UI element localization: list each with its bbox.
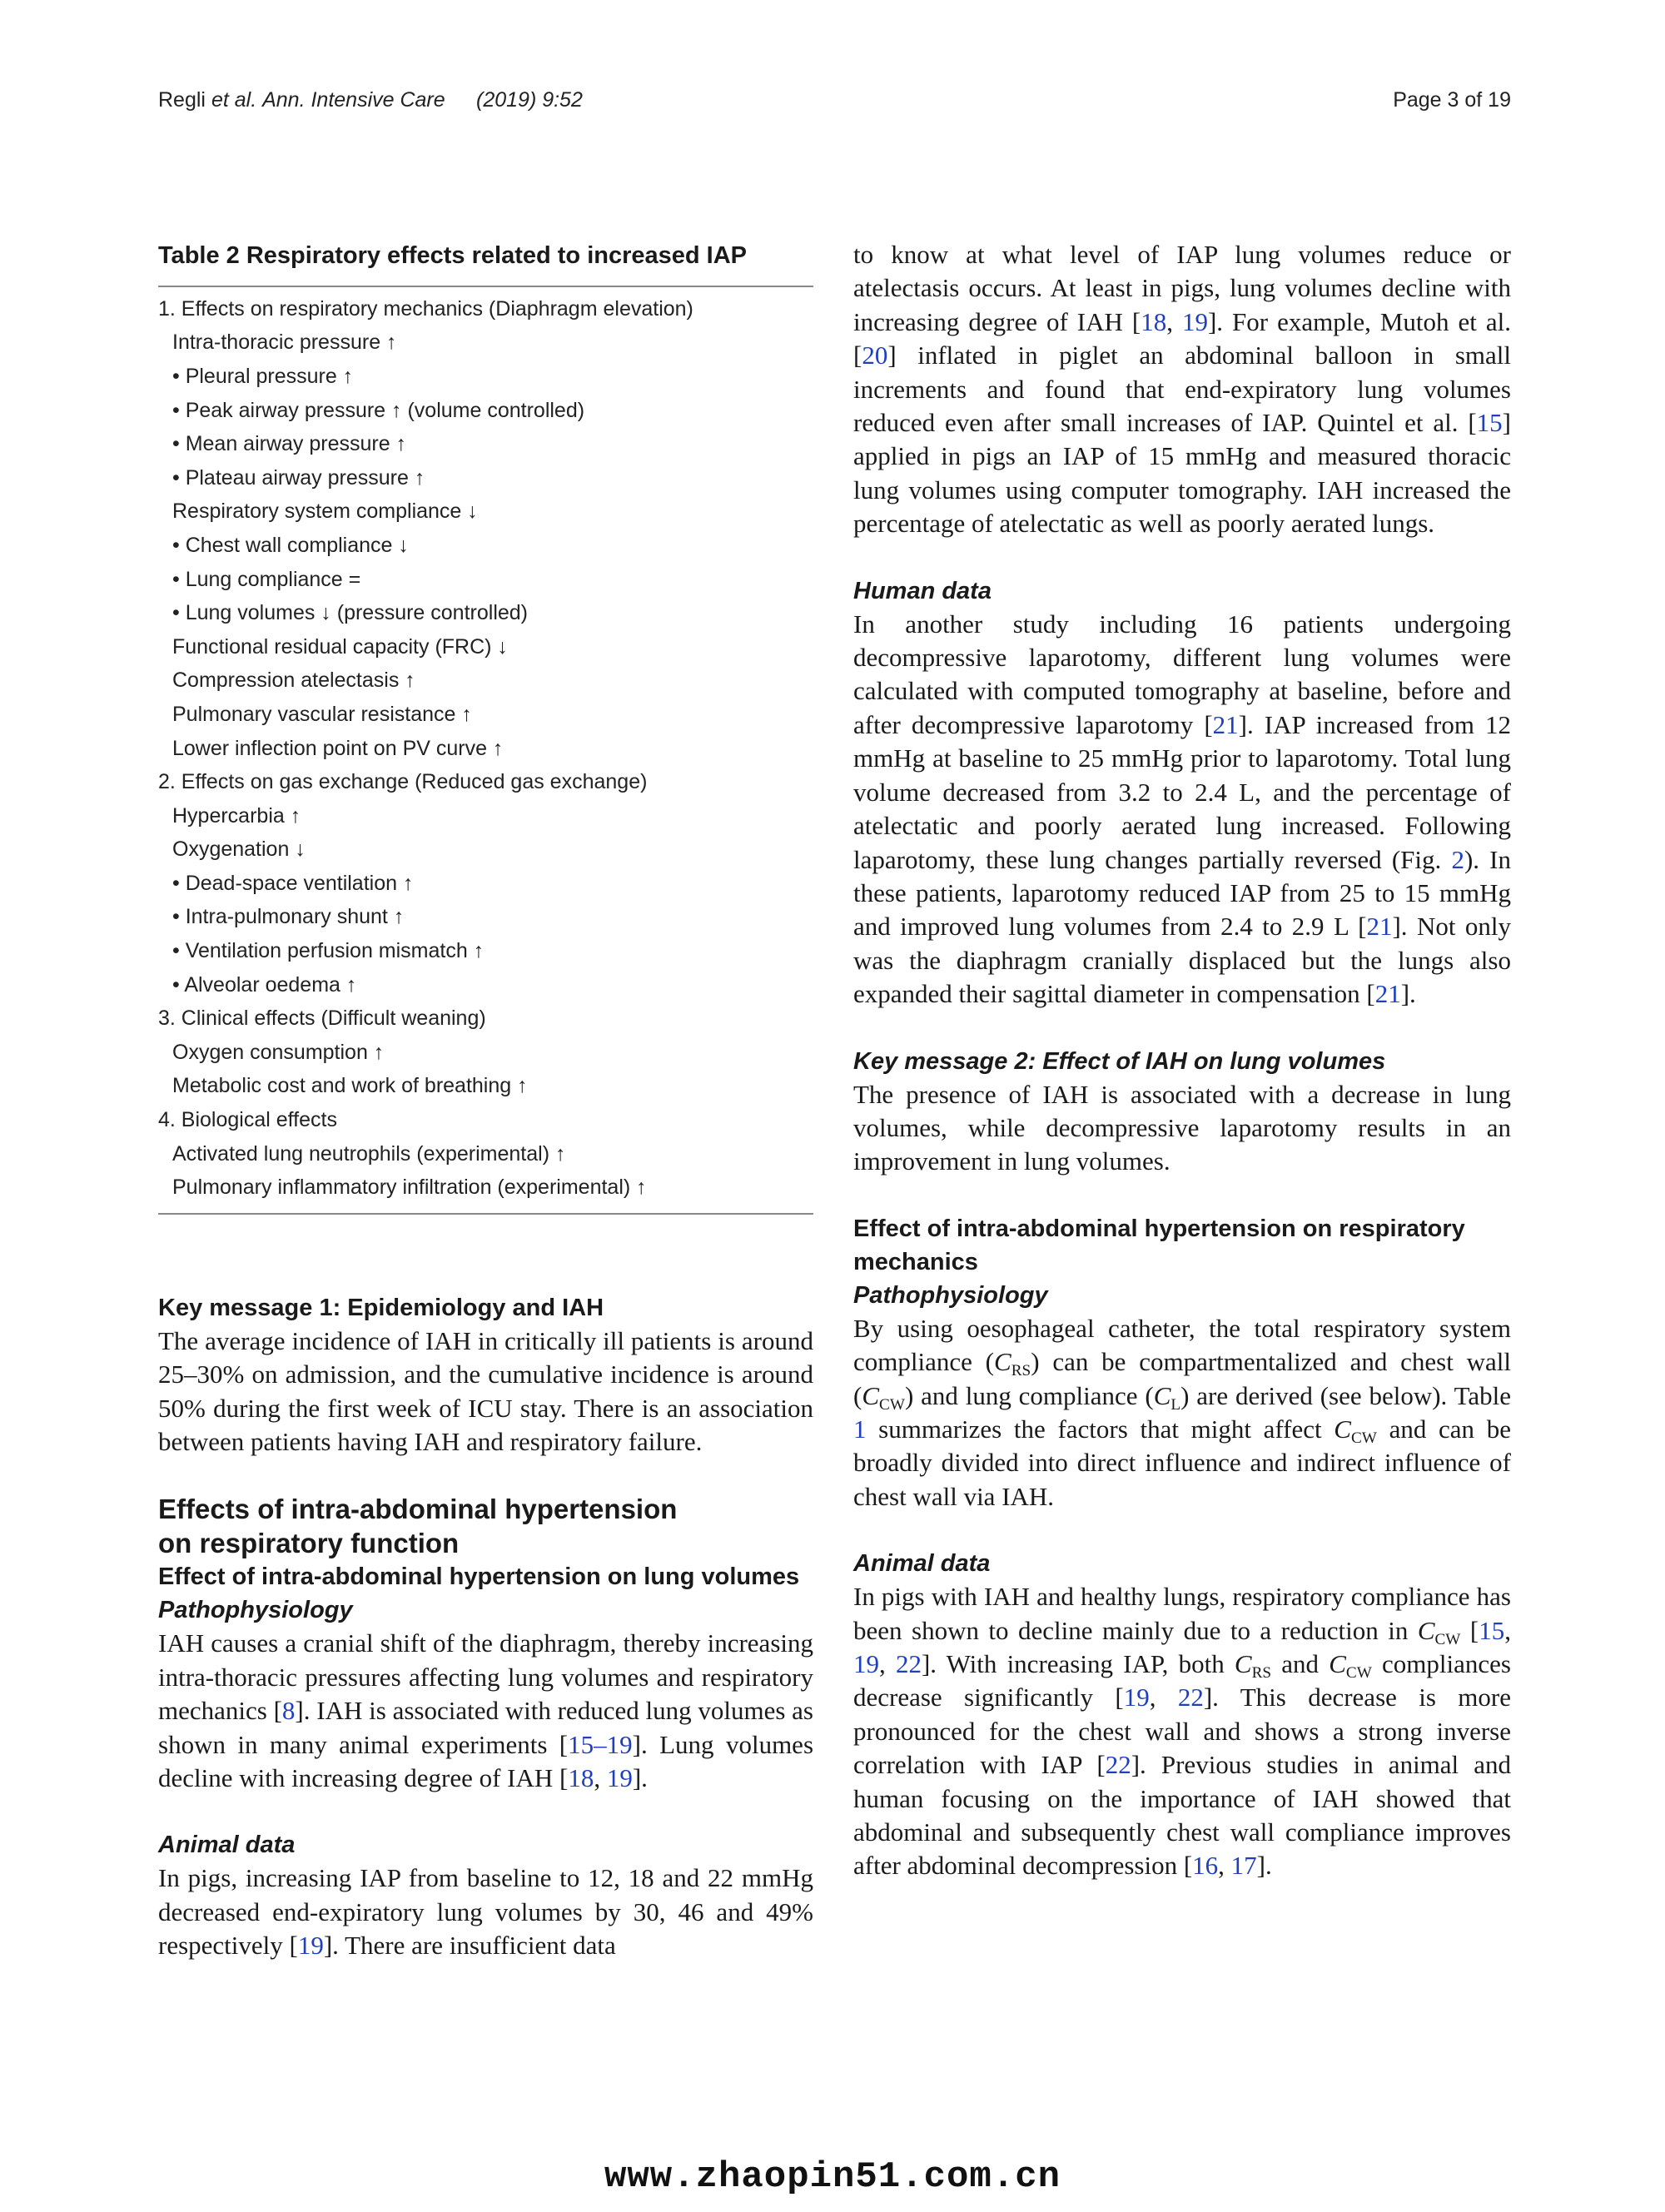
respiratory-effects-table	[158, 287, 813, 1205]
citation-header: Regli et al. Ann. Intensive Care	[158, 88, 445, 112]
subsection-heading-lung-volumes: Effect of intra-abdominal hypertension on lung volumes	[158, 1563, 800, 1591]
table-row: Activated lung neutrophils (experimental) ↑	[172, 1141, 566, 1166]
table-row: • Dead-space ventilation ↑	[172, 871, 414, 895]
table-row: Metabolic cost and work of breathing ↑	[172, 1074, 528, 1098]
animal-data-heading: Animal data	[158, 1832, 296, 1859]
citation-link[interactable]: 21	[1366, 912, 1393, 942]
human-data-paragraph: In another study including 16 patients undergoing decompressive laparotomy, different lung volumes were calculated with computed tomography at baseline, before and after decompressive laparotomy [21]. IAP increased from 12 mmHg at baseline to 25 mmHg prior to laparotomy. Total lung volume decreased from 3.2 to 2.4 L, and the percentage of atelectatic and poorly aerated lung increased. Following laparotomy, these lung changes partially reversed (Fig. 2). In these patients, laparotomy reduced IAP from 25 to 15 mmHg and improved lung volumes from 2.4 to 2.9 L [21]. Not only was the diaphragm cranially displaced but the lungs also expanded their sagittal diameter in compensation [21].	[853, 609, 1511, 1009]
citation-link[interactable]: 19	[606, 1763, 633, 1793]
table-row: • Plateau airway pressure ↑	[172, 465, 425, 490]
citation-link[interactable]: 19	[853, 1649, 879, 1678]
watermark: www.zhaopin51.com.cn	[604, 2156, 1061, 2198]
citation-link[interactable]: 19	[1181, 306, 1208, 336]
pathophysiology-heading-2: Pathophysiology	[853, 1281, 1048, 1309]
table-row: Pulmonary inflammatory infiltration (experimental) ↑	[172, 1176, 647, 1200]
table-row: Oxygenation ↓	[172, 838, 306, 862]
citation-link[interactable]: 15–19	[568, 1729, 633, 1759]
table-row: 2. Effects on gas exchange (Reduced gas exchange)	[158, 770, 648, 794]
citation-link[interactable]: 19	[1123, 1683, 1150, 1712]
citation-link[interactable]: 16	[1192, 1851, 1219, 1881]
citation-link[interactable]: 8	[281, 1696, 296, 1726]
citation-link[interactable]: 20	[862, 340, 888, 370]
table-row: 4. Biological effects	[158, 1108, 337, 1132]
mechanics-paragraph: By using oesophageal catheter, the total respiratory system compliance $(C_{RS})$ can be compartmentalized and chest wall $(C_{CW})$ and lung compliance $(C_L)$ are derived (see below). Table 1 summarizes the factors that might affect $C_{CW}$ and can be broadly divided into direct influence and indirect influence of chest wall via IAH.	[853, 1313, 1512, 1511]
citation-link[interactable]: 21	[1374, 979, 1401, 1009]
citation-link[interactable]: 18	[568, 1763, 594, 1793]
key-message-2-heading: Key message 2: Effect of IAH on lung volumes	[853, 1047, 1386, 1075]
key-message-2-text: The presence of IAH is associated with a decrease in lung volumes, while decompressive laparotomy results in an improvement in lung volumes.	[853, 1079, 1511, 1176]
subsection-heading-respiratory-mechanics: Effect of intra-abdominal hypertension on respiratory mechanics	[853, 1215, 1465, 1275]
animal-data-paragraph-2: In pigs with IAH and healthy lungs, respiratory compliance has been shown to decline mainly due to a reduction in $C_{CW}$ [15, 19, 22]. With increasing IAP, both $C_{RS}$ and $C_{CW}$ compliances decrease significantly [19, 22]. This decrease is more pronounced for the chest wall and shows a strong inverse correlation with IAP [22]. Previous studies in animal and human focusing on the importance of IAH showed that abdominal and subsequently chest wall compliance improves after abdominal decompression [16, 17].	[853, 1582, 1511, 1881]
right-column	[853, 241, 1511, 1883]
table-row: • Lung compliance =	[172, 567, 361, 591]
citation-link[interactable]: 15	[1479, 1615, 1505, 1645]
citation-link[interactable]: 21	[1212, 709, 1239, 739]
section-heading: Effects of intra-abdominal hypertension on respiratory function	[158, 1494, 678, 1559]
citation-link[interactable]: 22	[1105, 1750, 1131, 1780]
table-row: Hypercarbia ↑	[172, 803, 301, 828]
citation-link[interactable]: 19	[297, 1931, 324, 1961]
table-row: 3. Clinical effects (Difficult weaning)	[158, 1007, 486, 1031]
table-row: Compression atelectasis ↑	[172, 669, 415, 693]
table-row: Intra-thoracic pressure ↑	[172, 331, 397, 355]
citation-link[interactable]: 22	[1177, 1683, 1204, 1712]
citation-link[interactable]: 17	[1230, 1851, 1257, 1881]
table-row: • Lung volumes ↓ (pressure controlled)	[172, 601, 529, 625]
continued-paragraph: to know at what level of IAP lung volumes reduce or atelectasis occurs. At least in pigs, lung volumes decline with increasing degree of IAH [18, 19]. For example, Mutoh et al. [20] inflated in piglet an abdominal balloon in small increments and found that end-expiratory lung volumes reduced even after small increases of IAP. Quintel et al. [15] applied in pigs an IAP of 15 mmHg and measured thoracic lung volumes using computer tomography. IAH increased the percentage of atelectatic as well as poorly aerated lungs.	[853, 240, 1511, 539]
table-row: Lower inflection point on PV curve ↑	[172, 736, 504, 760]
figure-link[interactable]: 2	[1451, 844, 1464, 874]
animal-data-heading-2: Animal data	[853, 1550, 991, 1578]
year-volume: (2019) 9:52	[476, 88, 583, 112]
page-number: Page 3 of 19	[1393, 88, 1511, 112]
table-row: Pulmonary vascular resistance ↑	[172, 702, 472, 726]
table-row: • Mean airway pressure ↑	[172, 432, 407, 456]
citation-link[interactable]: 22	[895, 1649, 922, 1678]
left-column	[158, 241, 813, 1963]
human-data-heading: Human data	[853, 577, 992, 604]
table-title: Table 2 Respiratory effects related to increased IAP	[158, 242, 748, 269]
table-row: • Alveolar oedema ↑	[172, 972, 357, 997]
table-row: 1. Effects on respiratory mechanics (Diaphragm elevation)	[158, 296, 693, 321]
table-row: Respiratory system compliance ↓	[172, 500, 478, 524]
key-message-1-heading: Key message 1: Epidemiology and IAH	[158, 1294, 604, 1321]
table-link[interactable]: 1	[853, 1414, 867, 1444]
table-row: • Intra-pulmonary shunt ↑	[172, 905, 405, 929]
pathophysiology-heading: Pathophysiology	[158, 1597, 353, 1624]
key-message-1-text: The average incidence of IAH in critically ill patients is around 25–30% on admission, and the cumulative incidence is around 50% during the first week of ICU stay. There is an association between patients having IAH and respiratory failure.	[158, 1325, 813, 1457]
table-row: • Chest wall compliance ↓	[172, 533, 409, 557]
pathophysiology-paragraph: IAH causes a cranial shift of the diaphragm, thereby increasing intra-thoracic pressures affecting lung volumes and respiratory mechanics [8]. IAH is associated with reduced lung volumes as shown in many animal experiments [15–19]. Lung volumes decline with increasing degree of IAH [18, 19].	[158, 1628, 814, 1793]
animal-data-paragraph: In pigs, increasing IAP from baseline to 12, 18 and 22 mmHg decreased end-expiratory lung volumes by 30, 46 and 49% respectively [19]. There are insufficient data	[158, 1863, 813, 1961]
table-row: • Ventilation perfusion mismatch ↑	[172, 939, 485, 963]
table-row: Functional residual capacity (FRC) ↓	[172, 634, 508, 659]
citation-link[interactable]: 18	[1141, 306, 1167, 336]
table-row: • Pleural pressure ↑	[172, 364, 354, 388]
table-row: Oxygen consumption ↑	[172, 1040, 385, 1064]
running-head	[158, 88, 1511, 122]
table-row: • Peak airway pressure ↑ (volume controlled)	[172, 398, 585, 422]
citation-link[interactable]: 15	[1476, 408, 1503, 438]
